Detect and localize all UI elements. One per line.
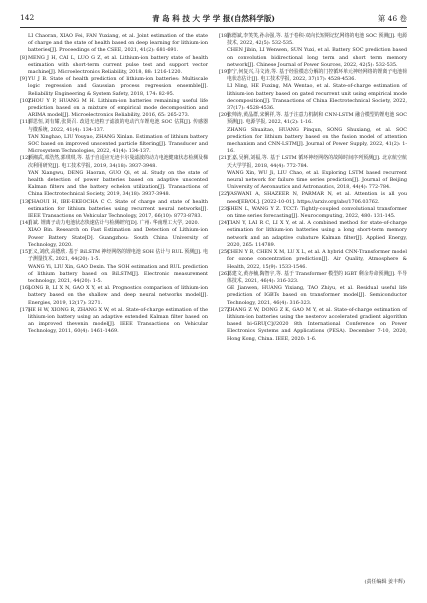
reference-entry [219,69,407,83]
reference-text: MENG J H, CAI L, LUO G Z, et al. Lithium-ion battery state of health estimation with short-term current pulse test and support vector machine[J]. Microelectronics Reliability, 2018, 88: 1216-1220. [28,54,208,76]
reference-entry [20,98,208,120]
reference-text: 颜湘武,邓浩然,郭琪琪,等. 基于自适应无迹卡尔曼滤波的动力电池健康状态检测及梯次利用研究[J]. 电工技术学报, 2019, 34(18): 3937-3948. [28,155,208,169]
reference-text: WANG Yi, LIU Xin, GAO Dexin. The SOH estimation and RUL prediction of lithium battery based on BiLSTM[J]. Electronic measurement technology, 2021, 44(20): 1-5. [28,263,208,284]
reference-text: HE H W, XIONG R, ZHANG X W, et al. State-of-charge estimation of the lithium-ion battery using an adaptive extended Kalman filter based on an improved thevenin model[J]. IEEE Transactions on Vehicular Technology, 2011, 60(4): 1461-1469. [28,306,208,335]
reference-entry [219,155,407,169]
reference-number: [21] [219,155,230,162]
reference-text: GE Jianwen, HUANG Yixiang, TAO Zhiyu, et al. Residual useful life prediction of IGBTs based on transformer model[J]. Semiconductor Technology, 2021, 46(4): 316-323. [227,285,407,306]
reference-text: CHEN Y B, CHEN X M, LU X L, et al. A hybrid CNN-Transformer model for ozone concentration prediction[J]. Air Quality, Atmosphere & Health, 2022, 15(9): 1533-1546. [227,249,407,270]
reference-entry [20,119,208,133]
reference-entry [20,307,208,336]
volume-label: 第 46 卷 [377,14,407,23]
reference-number: [23] [219,205,230,212]
reference-entry [219,127,407,156]
reference-text: ZHANG Z W, DONG Z K, GAO M Y, et al. State-of-charge estimation of lithium-ion batteries using the nesterov accelerated gradient algorithm based bi-GRU[C]//2020 8th International Conference on Power Electronics Systems and Applications (PESA). December 7-10, 2020, Hong Kong, China. IEEE, 2020: 1-6. [227,306,407,342]
reference-text: LONG B, LI X N, GAO X Y, et al. Prognostics comparison of lithium-ion battery based on the shallow and deep neural networks model[J]. Energies, 2019, 12(17): 3271. [28,285,208,306]
reference-entry [219,285,407,307]
reference-text: 谭思恒,刘有耀,张贤召. 改进无迹粒子滤波的电动汽车锂电池 SOC 估算[J]. 传感器与微系统, 2022, 41(4): 134-137. [28,119,208,133]
reference-number: [20] [219,112,230,119]
reference-text: 王嘉,吴俐,刘福,等. 基于 LSTM 循环神经网络的故障时间序列预测[J]. 北京航空航天大学学报, 2018, 44(4): 772-784. [227,155,407,169]
reference-text: 王义,刘欣,高德欣. 基于 BiLSTM 神经网络的锂电池 SOH 估计与 RUL 预测[J]. 电子测量技术, 2021, 44(20): 1-5. [28,249,208,263]
reference-number: [17] [20,306,31,313]
reference-text: ZHOU Y P, HUANG M H. Lithium-ion batteries remaining useful life prediction based on a mixture of empirical mode decomposition and ARIMA model[J]. Microelectronics Reliability, 2016, 65: 265-273. [28,97,208,119]
reference-number: [24] [219,220,230,227]
reference-number: [27] [219,306,230,313]
reference-entry [20,170,208,199]
reference-text: TIAN Y, LAI R C, LI X Y, et al. A combined method for state-of-charge estimation for lithium-ion batteries using a long short-term memory network and an adaptive cubature Kalman filter[J]. Applied Energy, 2020, 265: 114789. [227,220,407,248]
reference-entry [20,264,208,286]
reference-text: LI Ning, HE Fuxing, MA Wentao, et al. State-of-charge estimation of lithium-ion battery based on gated recurrent unit using empirical mode decomposition[J]. Transactions of China Electrotechnical Society, 2022, 37(17): 4528-4536. [227,83,407,112]
reference-entry [20,33,208,55]
reference-text: WANG Xin, WU Ji, LIU Chao, et al. Exploring LSTM based recurrent neural network for failure time series prediction[J]. Journal of Beijing University of Aeronautics and Astronautics, 2018, 44(4): 772-784. [227,169,407,191]
reference-number: [14] [20,220,31,227]
reference-entry [219,112,407,126]
reference-entry [219,249,407,271]
editor-credit: (责任编辑 姜丰辉) [364,579,405,585]
reference-text: YAN Xiangwu, DENG Haoran, GUO Qi, et al. Study on the state of health detection of power batteries based on adaptive unscented Kalman filters and the battery echelon utilization[J]. Transactions of China Electrotechnical Society, 2019, 34(18): 3937-3948. [28,169,208,198]
reference-text: 葛建文,黄亦楠,陶智宇,等. 基于 Transformer 模型的 IGBT 剩余寿命预测[J]. 半导体技术, 2021, 46(4): 316-323. [227,270,407,284]
reference-entry [219,191,407,205]
reference-number: [18] [219,33,230,39]
reference-text: XIAO Bin. Research on Fast Estimation and Detection of Lithium-ion Power Battery State[D]. Guangzhou: South China University of Technology, 2020. [28,227,208,248]
reference-number: [16] [20,285,31,292]
reference-number: [11] [20,119,31,126]
reference-entry [219,206,407,220]
reference-text: 张帅涛,黄晶群,宋俐祥,等. 基于注意力机制和 CNN-LSTM 融合模型的锂电池 SOC 预测[J]. 电源学报, 2022, 41(2): 1-16. [227,112,407,126]
reference-text: TAN Xinghao, LIU Youyao, ZHANG Xinlan. Estimation of lithium battery SOC based on improved unscented particle filtering[J]. Transducer and Microsystem Technologies, 2022, 41(4): 134-137. [28,133,208,155]
reference-entry [219,307,407,343]
reference-entry [20,249,208,263]
page-number: 142 [20,13,35,22]
reference-number: [12] [20,155,31,162]
reference-entry [20,55,208,77]
reference-number: [25] [219,249,230,256]
reference-text: 李宁,何复兴,马文涛,等. 基于经验模态分解的门控循环单元神经网络的锂离子电池荷电状态估计[J]. 电工技术学报, 2022, 37(17): 4528-4536. [227,69,407,83]
reference-entry [219,47,407,69]
reference-text: CHAOUI H, IBE-EKEOCHA C C. State of charge and state of health estimation for lithium batteries using recurrent neural networks[J]. IEEE Transactions on Vehicular Technology, 2017, 66(10): 8773-8783. [28,198,208,220]
reference-entry [20,155,208,169]
references-column-right [219,33,407,343]
page-header [20,13,407,27]
reference-text: ZHANG Shuaitao, HUANG Pinqun, SONG Shuxiang, et al. SOC prediction for lithium battery based on the fusion model of attention mechanism and CNN-LSTM[J]. Journal of Power Supply, 2022, 41(2): 1-16. [227,126,407,155]
reference-entry [219,220,407,249]
reference-number: [8] [20,54,27,61]
reference-number: [15] [20,249,31,256]
journal-title: 青 岛 科 技 大 学 学 报(自然科学版) [152,14,275,23]
reference-text: 肖斌. 锂离子动力电池状态快速估计与检测研究[D]. 广州: 华南理工大学, 2020. [28,220,200,227]
header-rule [20,27,407,28]
reference-entry [20,220,208,227]
reference-text: VASWANI A, SHAZEER N, PARMAR N, et al. Attention is all you need[EB/OL]. [2022-10-01]. https://arxiv.org/abs/1706.03762. [227,191,407,205]
references-column-left [20,33,208,336]
reference-entry [219,170,407,192]
reference-entry [219,33,407,47]
reference-text: CHEN Jibin, LI Wenwen, SUN Yuxi, et al. Battery SOC prediction based on convolution bidirectional long term and short term memory network[J]. Chinese Journal of Power Sources, 2022, 42(5): 532-535. [227,47,407,68]
reference-number: [22] [219,191,230,198]
reference-number: [10] [20,97,31,104]
reference-number: [9] [20,76,27,83]
reference-text: LI Chaoran, XIAO Fei, FAN Yuxiang, et al. Joint estimation of the state of charge and the state of health based on deep learning for lithium-ion batteries[J]. Proceedings of the CSEE, 2021, 41(2): 681-691. [28,33,208,54]
reference-text: 陈德斌,李笑笑,孙余强,等. 基于卷积-双向长短期记忆网络的电池 SOC 预测[J]. 电源技术, 2022, 42(5): 532-535. [227,33,407,47]
reference-entry [219,271,407,285]
reference-entry [20,134,208,156]
reference-entry [20,227,208,249]
reference-number: [19] [219,69,230,76]
reference-text: YU J B. State of health prediction of lithium-ion batteries: Multiscale logic regression and Gaussian process regression ensemble[J]. Reliability Engineering & System Safety, 2018, 174: 82-95. [28,76,208,97]
reference-number: [13] [20,198,31,205]
reference-text: SHEN L, WANG Y Z. TCCT: Tightly-coupled convolutional transformer on time series forecasting[J]. Neurocomputing, 2022, 480: 131-145. [227,205,407,220]
reference-entry [219,83,407,112]
reference-entry [20,199,208,221]
reference-number: [26] [219,270,230,277]
reference-entry [20,76,208,98]
reference-entry [20,285,208,307]
